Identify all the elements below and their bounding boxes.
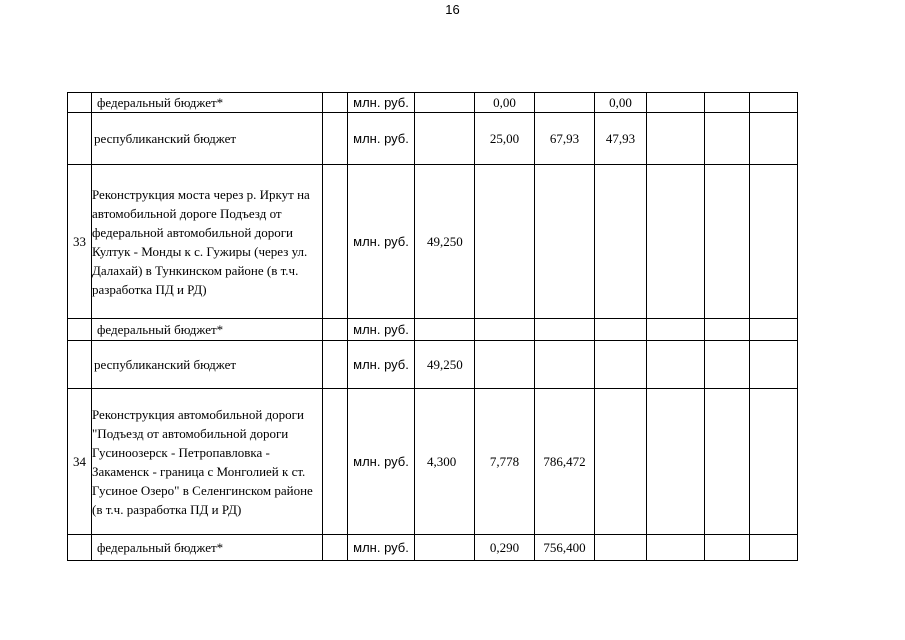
row-number [68, 319, 92, 341]
value-cell [475, 165, 535, 319]
table-row [68, 93, 798, 113]
row-name: федеральный бюджет* [92, 535, 323, 561]
empty-cell [705, 389, 750, 535]
value-cell [535, 341, 595, 389]
table-row [68, 165, 798, 319]
table-row [68, 535, 798, 561]
row-name: федеральный бюджет* [92, 319, 323, 341]
empty-cell [705, 535, 750, 561]
value-cell: 0,00 [475, 93, 535, 113]
table-row [68, 389, 798, 535]
value-cell [415, 319, 475, 341]
row-name: республиканский бюджет [92, 113, 323, 165]
value-cell [595, 165, 647, 319]
unit-cell: млн. руб. [348, 319, 415, 341]
row-name: республиканский бюджет [92, 341, 323, 389]
unit-cell: млн. руб. [348, 165, 415, 319]
value-cell: 47,93 [595, 113, 647, 165]
unit-cell: млн. руб. [348, 113, 415, 165]
value-cell [415, 113, 475, 165]
unit-cell: млн. руб. [348, 341, 415, 389]
empty-cell [323, 165, 348, 319]
value-cell: 756,400 [535, 535, 595, 561]
value-cell: 0,00 [595, 93, 647, 113]
empty-cell [750, 165, 798, 319]
empty-cell [323, 389, 348, 535]
value-cell: 49,250 [415, 165, 475, 319]
empty-cell [647, 165, 705, 319]
value-cell [595, 535, 647, 561]
row-number: 34 [68, 389, 92, 535]
value-cell: 786,472 [535, 389, 595, 535]
row-number [68, 93, 92, 113]
value-cell: 49,250 [415, 341, 475, 389]
unit-cell: млн. руб. [348, 389, 415, 535]
empty-cell [323, 535, 348, 561]
value-cell [475, 319, 535, 341]
empty-cell [750, 113, 798, 165]
value-cell: 7,778 [475, 389, 535, 535]
empty-cell [647, 389, 705, 535]
value-cell [535, 319, 595, 341]
row-name: Реконструкция автомобильной дороги "Подъезд от автомобильной дороги Гусиноозерск - Петропавловка - Закаменск - граница с Монголией к ст. Гусиное Озеро" в Селенгинском районе (в т.ч. разработка ПД и РД) [92, 389, 323, 535]
row-name: Реконструкция моста через р. Иркут на автомобильной дороге Подъезд от федеральной автомобильной дороги Култук - Монды к с. Гужиры (через ул. Далахай) в Тункинском районе (в т.ч. разработка ПД и РД) [92, 165, 323, 319]
value-cell [535, 93, 595, 113]
empty-cell [323, 341, 348, 389]
empty-cell [323, 93, 348, 113]
empty-cell [647, 535, 705, 561]
empty-cell [323, 319, 348, 341]
value-cell [415, 535, 475, 561]
empty-cell [647, 319, 705, 341]
row-number [68, 535, 92, 561]
empty-cell [705, 341, 750, 389]
empty-cell [705, 113, 750, 165]
value-cell: 25,00 [475, 113, 535, 165]
row-number: 33 [68, 165, 92, 319]
unit-cell: млн. руб. [348, 93, 415, 113]
empty-cell [750, 93, 798, 113]
value-cell: 67,93 [535, 113, 595, 165]
table-row [68, 341, 798, 389]
empty-cell [705, 165, 750, 319]
unit-cell: млн. руб. [348, 535, 415, 561]
row-name: федеральный бюджет* [92, 93, 323, 113]
table-row [68, 319, 798, 341]
value-cell [415, 93, 475, 113]
empty-cell [750, 389, 798, 535]
empty-cell [647, 93, 705, 113]
empty-cell [705, 93, 750, 113]
empty-cell [647, 341, 705, 389]
empty-cell [750, 535, 798, 561]
value-cell: 4,300 [415, 389, 475, 535]
empty-cell [323, 113, 348, 165]
value-cell [595, 389, 647, 535]
value-cell [595, 319, 647, 341]
budget-table [67, 92, 798, 561]
empty-cell [750, 341, 798, 389]
empty-cell [750, 319, 798, 341]
row-number [68, 341, 92, 389]
table-row [68, 113, 798, 165]
value-cell: 0,290 [475, 535, 535, 561]
value-cell [595, 341, 647, 389]
empty-cell [647, 113, 705, 165]
row-number [68, 113, 92, 165]
value-cell [475, 341, 535, 389]
empty-cell [705, 319, 750, 341]
page-number: 16 [445, 2, 460, 17]
value-cell [535, 165, 595, 319]
